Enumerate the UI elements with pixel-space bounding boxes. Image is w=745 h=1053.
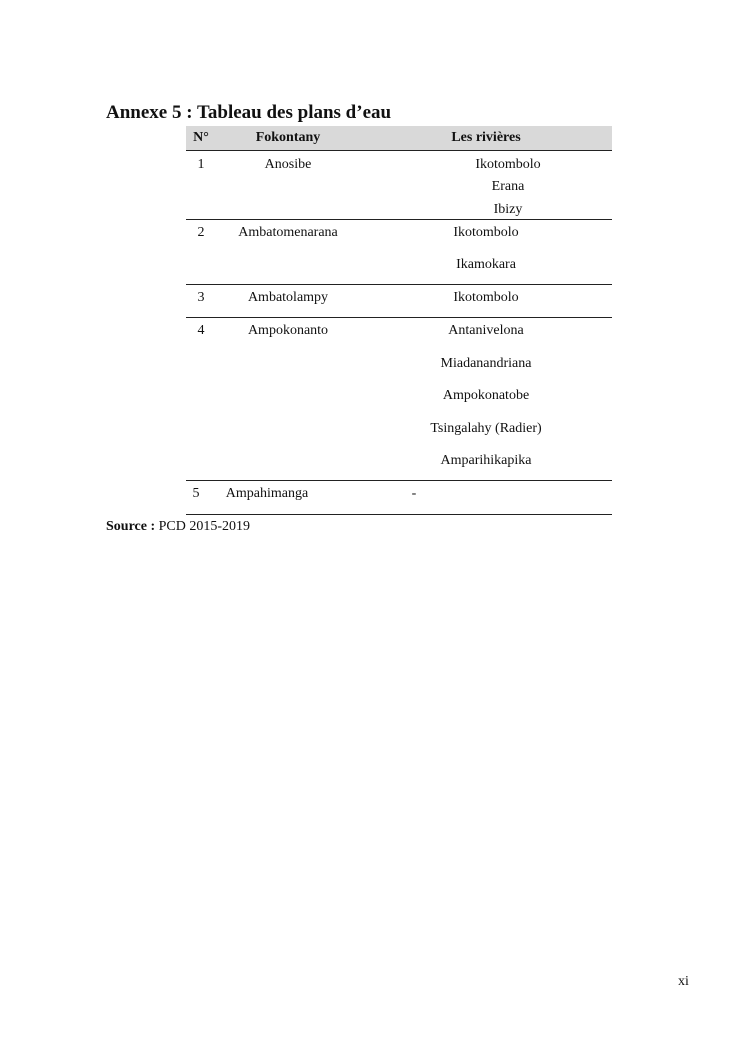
river-name: Amparihikapika	[440, 453, 532, 468]
row-fokontany: Ambatolampy	[247, 290, 329, 305]
river-name: Erana	[491, 179, 525, 194]
river-name: Ibizy	[493, 202, 523, 217]
table-row	[186, 285, 612, 318]
row-fokontany: Ambatomenarana	[238, 225, 338, 240]
river-name: Ikotombolo	[453, 225, 519, 240]
page-title: Annexe 5 : Tableau des plans d’eau	[106, 102, 392, 123]
header-num: N°	[193, 130, 209, 145]
water-bodies-table	[186, 126, 612, 515]
header-fokontany: Fokontany	[255, 130, 321, 145]
table-row	[186, 318, 612, 481]
source-label: Source :	[106, 519, 156, 534]
table-row	[186, 481, 612, 515]
row-fokontany: Ampahimanga	[225, 486, 309, 501]
river-name: Tsingalahy (Radier)	[430, 421, 542, 436]
header-rivieres: Les rivières	[451, 130, 521, 145]
river-name: Ikamokara	[456, 257, 516, 272]
river-name: Miadanandriana	[440, 356, 532, 371]
source-text: PCD 2015-2019	[155, 519, 251, 534]
row-num: 2	[197, 225, 205, 240]
row-num: 1	[197, 157, 205, 172]
row-fokontany: Anosibe	[264, 157, 312, 172]
row-num: 4	[197, 323, 205, 338]
river-name: Antanivelona	[448, 323, 524, 338]
row-num: 5	[192, 486, 200, 501]
table-header	[186, 126, 612, 151]
page-number: xi	[678, 974, 689, 989]
table-row	[186, 220, 612, 285]
river-name: Ikotombolo	[475, 157, 541, 172]
river-name: -	[411, 486, 417, 501]
river-name: Ikotombolo	[453, 290, 519, 305]
table-row	[186, 151, 612, 220]
row-num: 3	[197, 290, 205, 305]
source-note	[106, 519, 250, 535]
row-fokontany: Ampokonanto	[247, 323, 329, 338]
river-name: Ampokonatobe	[442, 388, 530, 403]
